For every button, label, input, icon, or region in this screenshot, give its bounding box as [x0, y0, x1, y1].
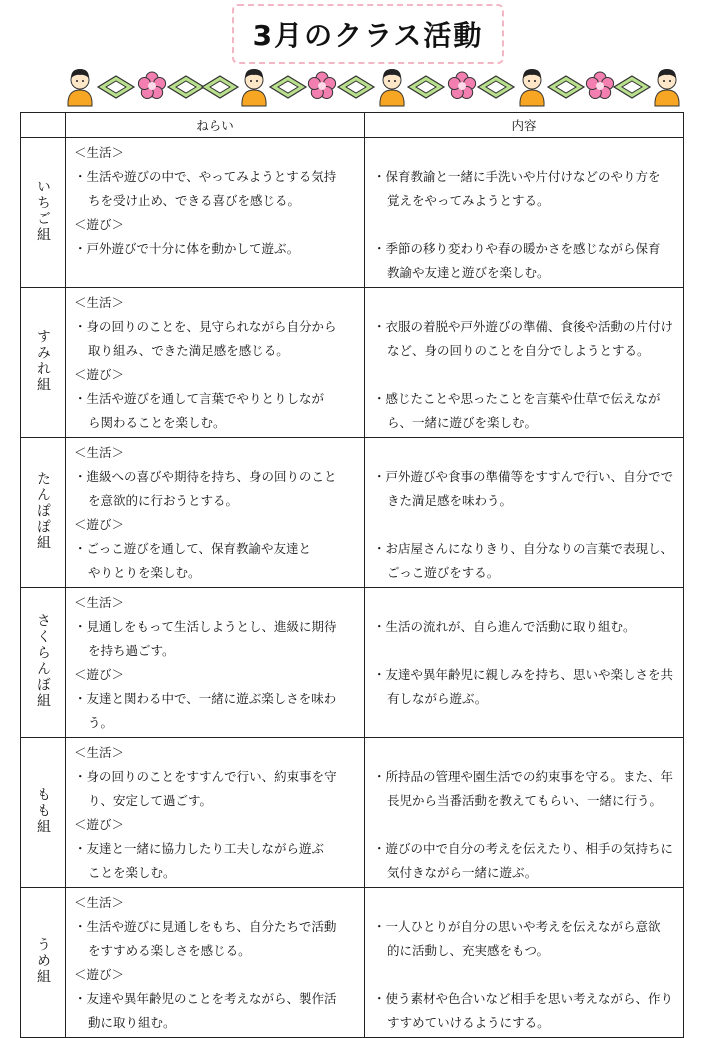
life-label: ＜生活＞ [74, 295, 125, 310]
play-label: ＜遊び＞ [74, 667, 125, 682]
header-aims: ねらい [66, 113, 365, 138]
life-line-1: ・見通しをもって生活しようとし、進級に期待 [74, 619, 337, 634]
content-second-line-1: ・友達や異年齢児に親しみを持ち、思いや楽しさを共 [373, 667, 674, 682]
content-cell [365, 288, 684, 438]
life-line-1: ・身の回りのことを、見守られながら自分から [74, 319, 337, 334]
content-first-line-2: きた満足感を味わう。 [387, 493, 513, 508]
life-label: ＜生活＞ [74, 145, 125, 160]
diamond-mochi-icon [408, 76, 444, 98]
content-second-line-2: 気付きながら一緒に遊ぶ。 [387, 865, 538, 880]
content-first-line-1: ・戸外遊びや食事の準備等をすすんで行い、自分でで [373, 469, 674, 484]
life-line-1: ・生活や遊びの中で、やってみようとする気持 [74, 169, 337, 184]
play-line-2: ことを楽しむ。 [88, 865, 176, 880]
play-line-2: やりとりを楽しむ。 [88, 565, 201, 580]
table-row [21, 738, 684, 888]
content-second-line-2: ら、一緒に遊びを楽しむ。 [387, 415, 538, 430]
life-line-1: ・身の回りのことをすすんで行い、約束事を守 [74, 769, 337, 784]
content-first-line-1: ・所持品の管理や園生活での約束事を守る。また、年 [373, 769, 674, 784]
play-line-1: ・友達と一緒に協力したり工夫しながら遊ぶ [74, 841, 325, 856]
play-label: ＜遊び＞ [74, 367, 125, 382]
table-header-row [21, 113, 684, 138]
content-first-line-2: 覚えをやってみようとする。 [387, 193, 550, 208]
aims-cell [66, 438, 365, 588]
play-line-2: う。 [88, 715, 114, 730]
life-line-2: ちを受け止め、できる喜びを感じる。 [88, 193, 301, 208]
play-line-1: ・生活や遊びを通して言葉でやりとりしなが [74, 391, 325, 406]
content-second-line-2: すすめていけるようにする。 [387, 1015, 550, 1030]
content-first-line-2: 長児から当番活動を教えてもらい、一緒に行う。 [387, 793, 663, 808]
peach-blossom-icon [308, 72, 335, 99]
content-second-line-2: 教諭や友達と遊びを楽しむ。 [387, 265, 550, 280]
table-row [21, 288, 684, 438]
group-cell [21, 288, 66, 438]
group-name: いちご組 [35, 178, 51, 243]
diamond-mochi-icon [548, 76, 584, 98]
play-label: ＜遊び＞ [74, 517, 125, 532]
group-name: うめ組 [35, 936, 51, 985]
content-second-line-1: ・お店屋さんになりきり、自分なりの言葉で表現し、 [373, 541, 674, 556]
content-second-line-1: ・感じたことや思ったことを言葉や仕草で伝えなが [373, 391, 661, 406]
peach-blossom-icon [448, 72, 475, 99]
play-label: ＜遊び＞ [74, 217, 125, 232]
content-cell [365, 888, 684, 1038]
group-cell [21, 138, 66, 288]
peach-blossom-icon [138, 72, 165, 99]
life-label: ＜生活＞ [74, 745, 125, 760]
aims-cell [66, 588, 365, 738]
content-first-line-1: ・生活の流れが、自ら進んで活動に取り組む。 [373, 619, 636, 634]
page-title: 3月のクラス活動 [252, 19, 484, 52]
aims-cell [66, 138, 365, 288]
content-first-line-1: ・衣服の着脱や戸外遊びの準備、食後や活動の片付け [373, 319, 674, 334]
play-label: ＜遊び＞ [74, 967, 125, 982]
life-line-2: り、安定して過ごす。 [88, 793, 213, 808]
play-line-1: ・戸外遊びで十分に体を動かして遊ぶ。 [74, 241, 300, 256]
decoration-border [64, 64, 684, 110]
content-second-line-2: ごっこ遊びをする。 [387, 565, 500, 580]
group-cell [21, 438, 66, 588]
group-name: すみれ組 [35, 328, 51, 393]
group-cell [21, 588, 66, 738]
play-line-1: ・ごっこ遊びを通して、保育教諭や友達と [74, 541, 312, 556]
diamond-mochi-icon [98, 76, 134, 98]
table-row [21, 438, 684, 588]
content-cell [365, 738, 684, 888]
aims-cell [66, 288, 365, 438]
diamond-mochi-icon [338, 76, 374, 98]
group-name: もも組 [35, 786, 51, 835]
group-cell [21, 738, 66, 888]
class-activity-table [20, 112, 684, 1038]
diamond-mochi-icon [614, 76, 650, 98]
life-line-2: をすすめる楽しさを感じる。 [88, 943, 251, 958]
life-line-2: を意欲的に行おうとする。 [88, 493, 239, 508]
content-cell [365, 588, 684, 738]
court-lady-doll-icon [655, 69, 679, 106]
content-first-line-1: ・一人ひとりが自分の思いや考えを伝えながら意欲 [373, 919, 661, 934]
life-line-1: ・生活や遊びに見通しをもち、自分たちで活動 [74, 919, 337, 934]
diamond-mochi-icon [270, 76, 306, 98]
content-second-line-1: ・使う素材や色合いなど相手を思い考えながら、作り [373, 991, 674, 1006]
header-content: 内容 [365, 113, 684, 138]
table-row [21, 588, 684, 738]
life-label: ＜生活＞ [74, 445, 125, 460]
peach-blossom-icon [586, 72, 613, 99]
play-line-2: ら関わることを楽しむ。 [88, 415, 226, 430]
play-line-1: ・友達や異年齢児のことを考えながら、製作活 [74, 991, 337, 1006]
play-line-1: ・友達と関わる中で、一緒に遊ぶ楽しさを味わ [74, 691, 337, 706]
table-row [21, 888, 684, 1038]
group-name: たんぽぽ組 [35, 470, 51, 551]
court-lady-doll-icon [380, 69, 404, 106]
play-label: ＜遊び＞ [74, 817, 125, 832]
play-line-2: 動に取り組む。 [88, 1015, 176, 1030]
header-blank [21, 113, 66, 138]
content-second-line-2: 有しながら遊ぶ。 [387, 691, 488, 706]
life-line-1: ・進級への喜びや期待を持ち、身の回りのこと [74, 469, 337, 484]
content-cell [365, 438, 684, 588]
aims-cell [66, 738, 365, 888]
aims-cell [66, 888, 365, 1038]
title-box [232, 4, 504, 64]
diamond-mochi-icon [478, 76, 514, 98]
court-lady-doll-icon [520, 69, 544, 106]
life-label: ＜生活＞ [74, 895, 125, 910]
diamond-mochi-icon [168, 76, 204, 98]
group-name: さくらんぼ組 [35, 612, 51, 709]
content-cell [365, 138, 684, 288]
life-label: ＜生活＞ [74, 595, 125, 610]
hina-doll-girl-icon [242, 69, 266, 106]
content-second-line-1: ・遊びの中で自分の考えを伝えたり、相手の気持ちに [373, 841, 674, 856]
content-second-line-1: ・季節の移り変わりや春の暖かさを感じながら保育 [373, 241, 661, 256]
group-cell [21, 888, 66, 1038]
content-first-line-2: など、身の回りのことを自分でしようとする。 [387, 343, 650, 358]
life-line-2: 取り組み、できた満足感を感じる。 [88, 343, 289, 358]
content-first-line-2: 的に活動し、充実感をもつ。 [387, 943, 550, 958]
hina-doll-boy-icon [68, 69, 92, 106]
table-row [21, 138, 684, 288]
content-first-line-1: ・保育教諭と一緒に手洗いや片付けなどのやり方を [373, 169, 661, 184]
life-line-2: を持ち過ごす。 [88, 643, 175, 658]
